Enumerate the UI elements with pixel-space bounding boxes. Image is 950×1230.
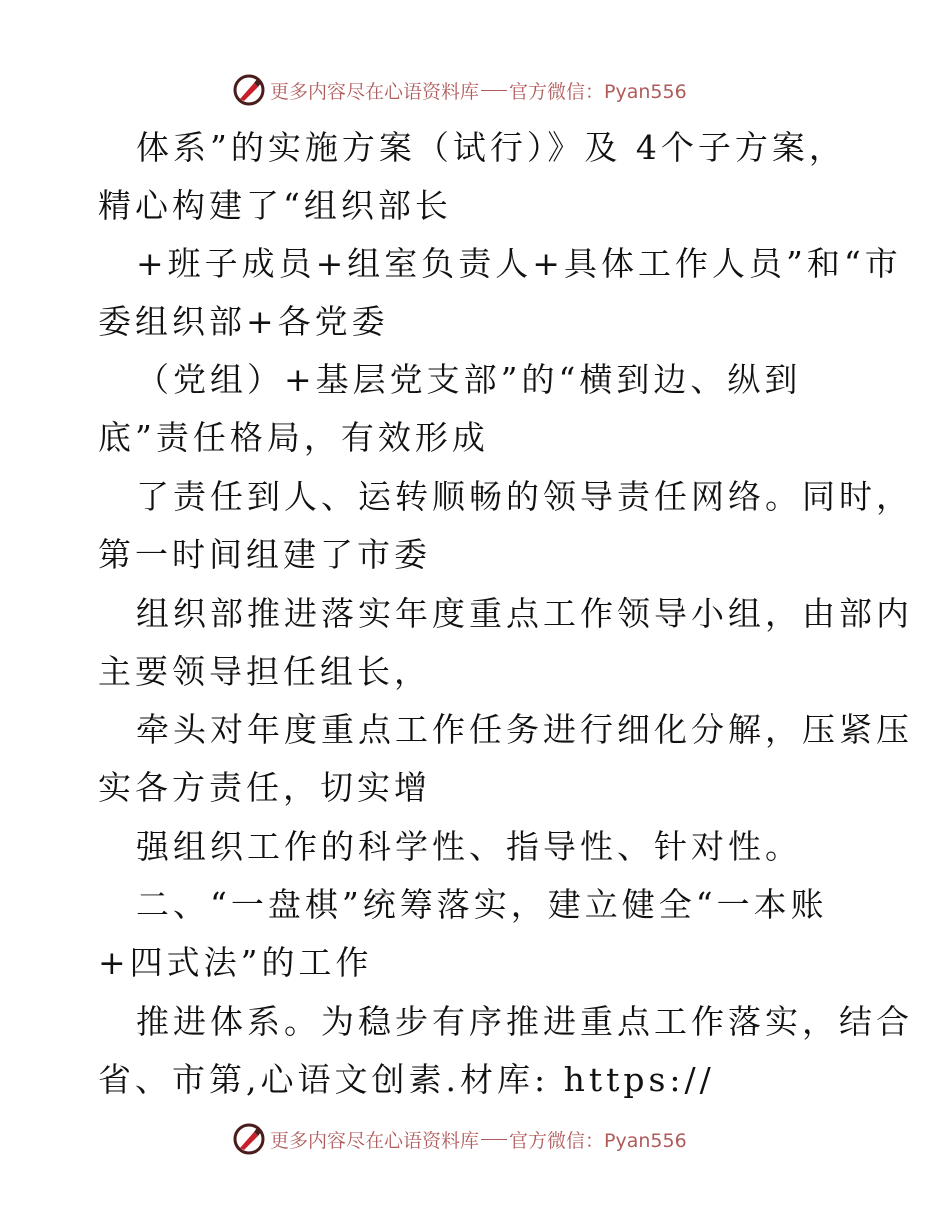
body-line-7: 了责任到人、运转顺畅的领导责任网络。同时， <box>136 477 913 516</box>
pen-logo-icon <box>232 1122 266 1156</box>
body-line-9: 组织部推进落实年度重点工作领导小组，由部内 <box>136 594 913 633</box>
body-line-16: 推进体系。为稳步有序推进重点工作落实，结合 <box>136 1002 913 1041</box>
banner-right-text: 官方微信：Pyan556 <box>509 80 687 103</box>
body-line-8: 第一时间组建了市委 <box>98 535 431 574</box>
banner-left-text: 更多内容尽在心语资料库 <box>270 1129 480 1152</box>
body-line-12: 实各方责任，切实增 <box>98 768 431 807</box>
body-line-6: 底”责任格局，有效形成 <box>98 418 489 457</box>
footer-banner <box>232 1121 687 1157</box>
body-line-4: 委组织部+各党委 <box>98 302 389 341</box>
body-line-13: 强组织工作的科学性、指导性、针对性。 <box>136 827 802 866</box>
body-line-3: +班子成员+组室负责人+具体工作人员”和“市 <box>136 244 902 283</box>
banner-right-text: 官方微信：Pyan556 <box>509 1129 687 1152</box>
body-line-11: 牵头对年度重点工作任务进行细化分解，压紧压 <box>136 710 913 749</box>
banner-left-text: 更多内容尽在心语资料库 <box>270 80 480 103</box>
pen-logo-icon <box>232 73 266 107</box>
body-line-14: 二、“一盘棋”统筹落实，建立健全“一本账 <box>136 885 828 924</box>
body-line-15: +四式法”的工作 <box>98 943 373 982</box>
body-line-5: （党组）+基层党支部”的“横到边、纵到 <box>136 360 802 399</box>
body-line-10: 主要领导担任组长， <box>98 652 431 691</box>
body-line-2: 精心构建了“组织部长 <box>98 186 452 225</box>
body-line-1: 体系”的实施方案（试行）》及 4个子方案， <box>136 128 846 167</box>
banner-separator <box>481 1139 507 1140</box>
body-line-17: 省、市第,心语文创素.材库: https:// <box>98 1060 715 1099</box>
header-banner <box>232 72 687 108</box>
banner-separator <box>481 90 507 91</box>
